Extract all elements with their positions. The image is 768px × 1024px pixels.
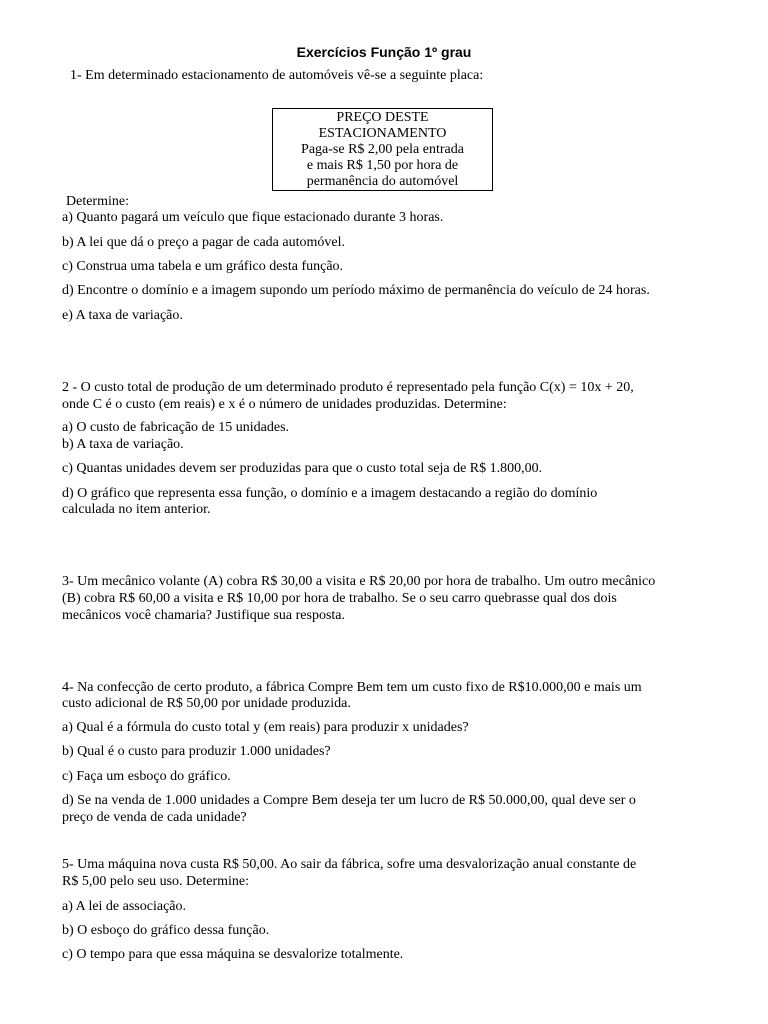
parking-sign — [272, 108, 493, 191]
q2-intro-line2: onde C é o custo (em reais) e x é o número de unidades produzidas. Determine: — [62, 397, 507, 412]
q1-intro: 1- Em determinado estacionamento de automóveis vê-se a seguinte placa: — [70, 68, 484, 83]
q5-intro-line1: 5- Uma máquina nova custa R$ 50,00. Ao sair da fábrica, sofre uma desvalorização anual constante de — [62, 857, 637, 872]
q4-item-a: a) Qual é a fórmula do custo total y (em reais) para produzir x unidades? — [62, 720, 469, 735]
sign-line: PREÇO DESTE — [336, 110, 429, 125]
sign-line: e mais R$ 1,50 por hora de — [306, 158, 459, 173]
q4-item-d-cont: preço de venda de cada unidade? — [62, 810, 247, 825]
q2-item-b: b) A taxa de variação. — [62, 437, 184, 452]
q1-item-b: b) A lei que dá o preço a pagar de cada automóvel. — [62, 235, 345, 250]
sign-line: permanência do automóvel — [306, 174, 459, 189]
q5-intro-line2: R$ 5,00 pelo seu uso. Determine: — [62, 874, 250, 889]
q4-item-d: d) Se na venda de 1.000 unidades a Compre Bem deseja ter um lucro de R$ 50.000,00, qual deve ser o — [62, 793, 636, 808]
page-title: Exercícios Função 1º grau — [296, 44, 472, 60]
q4-item-c: c) Faça um esboço do gráfico. — [62, 769, 231, 784]
sign-line: ESTACIONAMENTO — [318, 126, 447, 141]
q1-item-c: c) Construa uma tabela e um gráfico desta função. — [62, 259, 344, 274]
q1-item-a: a) Quanto pagará um veículo que fique estacionado durante 3 horas. — [62, 210, 444, 225]
q1-item-d: d) Encontre o domínio e a imagem supondo um período máximo de permanência do veículo de 24 horas. — [62, 283, 650, 298]
q5-item-a: a) A lei de associação. — [62, 899, 187, 914]
q1-item-e: e) A taxa de variação. — [62, 308, 183, 323]
q5-item-b: b) O esboço do gráfico dessa função. — [62, 923, 270, 938]
q3-line3: mecânicos você chamaria? Justifique sua resposta. — [62, 608, 346, 623]
q4-item-b: b) Qual é o custo para produzir 1.000 unidades? — [62, 744, 331, 759]
q1-determine: Determine: — [66, 194, 129, 209]
q4-intro-line1: 4- Na confecção de certo produto, a fábrica Compre Bem tem um custo fixo de R$10.000,00 e mais um — [62, 680, 642, 695]
q5-item-c: c) O tempo para que essa máquina se desvalorize totalmente. — [62, 947, 404, 962]
q2-intro-line1: 2 - O custo total de produção de um determinado produto é representado pela função C(x) = 10x + 20, — [62, 380, 634, 395]
q2-item-d-cont: calculada no item anterior. — [62, 502, 211, 517]
q3-line2: (B) cobra R$ 60,00 a visita e R$ 10,00 por hora de trabalho. Se o seu carro quebrasse qual dos dois — [62, 591, 617, 606]
sign-line: Paga-se R$ 2,00 pela entrada — [301, 142, 464, 157]
q4-intro-line2: custo adicional de R$ 50,00 por unidade produzida. — [62, 696, 351, 711]
q2-item-c: c) Quantas unidades devem ser produzidas para que o custo total seja de R$ 1.800,00. — [62, 461, 543, 476]
q2-item-a: a) O custo de fabricação de 15 unidades. — [62, 420, 290, 435]
q2-item-d: d) O gráfico que representa essa função, o domínio e a imagem destacando a região do domínio — [62, 486, 598, 501]
q3-line1: 3- Um mecânico volante (A) cobra R$ 30,00 a visita e R$ 20,00 por hora de trabalho. Um outro mecânico — [62, 574, 656, 589]
